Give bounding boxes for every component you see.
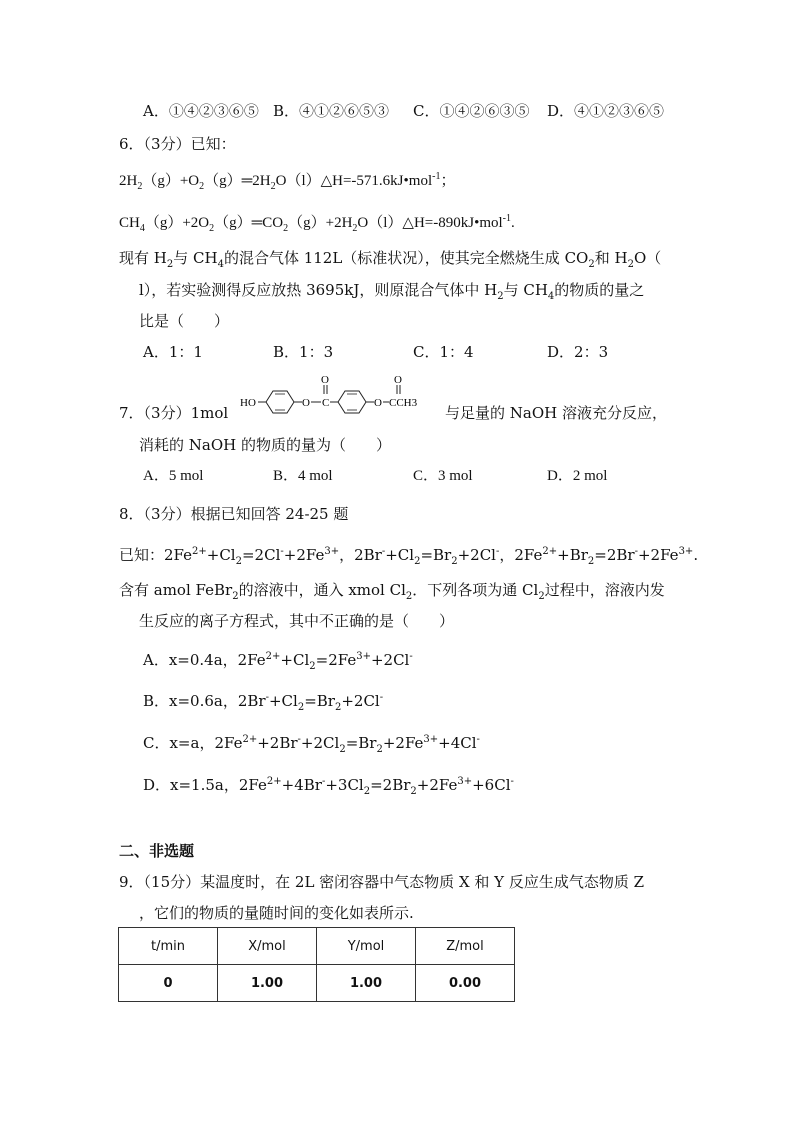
molecule-structure xyxy=(237,372,477,420)
table-cell: 0 xyxy=(119,965,218,1002)
table-header-cell: Z/mol xyxy=(416,928,515,965)
table-header-cell: X/mol xyxy=(218,928,317,965)
q9-stem-line-2: ，它们的物质的量随时间的变化如表所示. xyxy=(139,904,414,922)
q6-body-line-1: 现有 $H_2$与 $CH_4$的混合气体 112L（标准状况），使其完全燃烧生成 $CO_2$和 $H_2O$（ xyxy=(119,249,662,270)
q8-option-b: B．x=0.6a，$2Br^-+Cl_2=Br_2+2Cl^-$ xyxy=(143,692,384,713)
q7-stem-end: 与足量的 NaOH 溶液充分反应， xyxy=(445,404,667,422)
q6-option-a: A．1：1 xyxy=(143,343,203,361)
q5-option-b: B．④①②⑥⑤③ xyxy=(273,102,390,120)
data-table xyxy=(118,927,515,1002)
mol-ester-o-2: O xyxy=(374,397,382,409)
table-cell: 1.00 xyxy=(218,965,317,1002)
q5-option-d: D．④①②③⑥⑤ xyxy=(547,102,665,120)
q7-stem-line-2: 消耗的 NaOH 的物质的量为（ ） xyxy=(139,436,391,454)
q6-equation-1: $2H_2(g)+O_2(g)═2H_2O(l)\triangle H=-571.6kJ•mol^{-1}$； xyxy=(119,171,456,192)
mol-carbonyl-o-1: O xyxy=(321,374,329,386)
q7-option-c: C．3 mol xyxy=(413,468,473,484)
mol-ester-o-1: O xyxy=(302,397,310,409)
table-header-cell: Y/mol xyxy=(317,928,416,965)
table-header-cell: t/min xyxy=(119,928,218,965)
q7-option-d: D．2 mol xyxy=(547,468,608,484)
section-heading: 二、非选题 xyxy=(119,842,195,860)
q7-option-a: A．5 mol xyxy=(143,468,204,484)
mol-carbon-1: C xyxy=(322,397,330,409)
q8-option-d: D．x=1.5a，$2Fe^{2+}+4Br^-+3Cl_2=2Br_2+2Fe^{3+}+6Cl^-$ xyxy=(143,776,514,797)
q8-body-line-1: 含有 amol FeBr$_2$的溶液中，通入 xmol $Cl_2$．下列各项为通 $Cl_2$过程中，溶液内发 xyxy=(119,581,665,602)
table-cell: 1.00 xyxy=(317,965,416,1002)
q7-stem-start: 7．（3分）1mol xyxy=(119,404,229,422)
q6-option-b: B．1：3 xyxy=(273,343,334,361)
q6-option-c: C．1：4 xyxy=(413,343,474,361)
q6-body-line-2: l），若实验测得反应放热 3695kJ，则原混合气体中 $H_2$与 $CH_4$的物质的量之 xyxy=(139,281,645,302)
q6-stem: 6．（3分）已知： xyxy=(119,135,236,153)
table-row xyxy=(119,965,515,1002)
q5-option-c: C．①④②⑥③⑤ xyxy=(413,102,530,120)
q8-body-line-2: 生反应的离子方程式，其中不正确的是（ ） xyxy=(139,612,455,630)
q7-option-b: B．4 mol xyxy=(273,468,333,484)
q8-stem: 8．（3分）根据已知回答 24-25 题 xyxy=(119,505,349,523)
mol-carbonyl-o-2: O xyxy=(394,374,402,386)
q8-option-a: A．x=0.4a，$2Fe^{2+}+Cl_2=2Fe^{3+}+2Cl^-$ xyxy=(143,651,413,672)
q6-equation-2: $CH_4(g)+2O_2(g)═CO_2(g)+2H_2O(l)\triangle H=-890kJ•mol^{-1}$. xyxy=(119,213,515,234)
table-cell: 0.00 xyxy=(416,965,515,1002)
mol-acetyl-label: CCH3 xyxy=(389,397,418,409)
q8-option-c: C．x=a，$2Fe^{2+}+2Br^-+2Cl_2=Br_2+2Fe^{3+}+4Cl^-$ xyxy=(143,734,480,755)
q6-option-d: D．2：3 xyxy=(547,343,609,361)
q6-body-line-3: 比是（ ） xyxy=(139,312,230,330)
q8-known-equations: 已知：$2Fe^{2+}+Cl_2=2Cl^-+2Fe^{3+}$，$2Br^-+Cl_2=Br_2+2Cl^-$，$2Fe^{2+}+Br_2=2Br^-+2Fe^{3+}$. xyxy=(119,546,699,567)
q9-stem-line-1: 9．（15分）某温度时，在 2L 密闭容器中气态物质 X 和 Y 反应生成气态物质 Z xyxy=(119,873,645,891)
q5-option-a: A．①④②③⑥⑤ xyxy=(143,102,259,120)
mol-ho-label: HO xyxy=(240,397,256,409)
table-header-row xyxy=(119,928,515,965)
